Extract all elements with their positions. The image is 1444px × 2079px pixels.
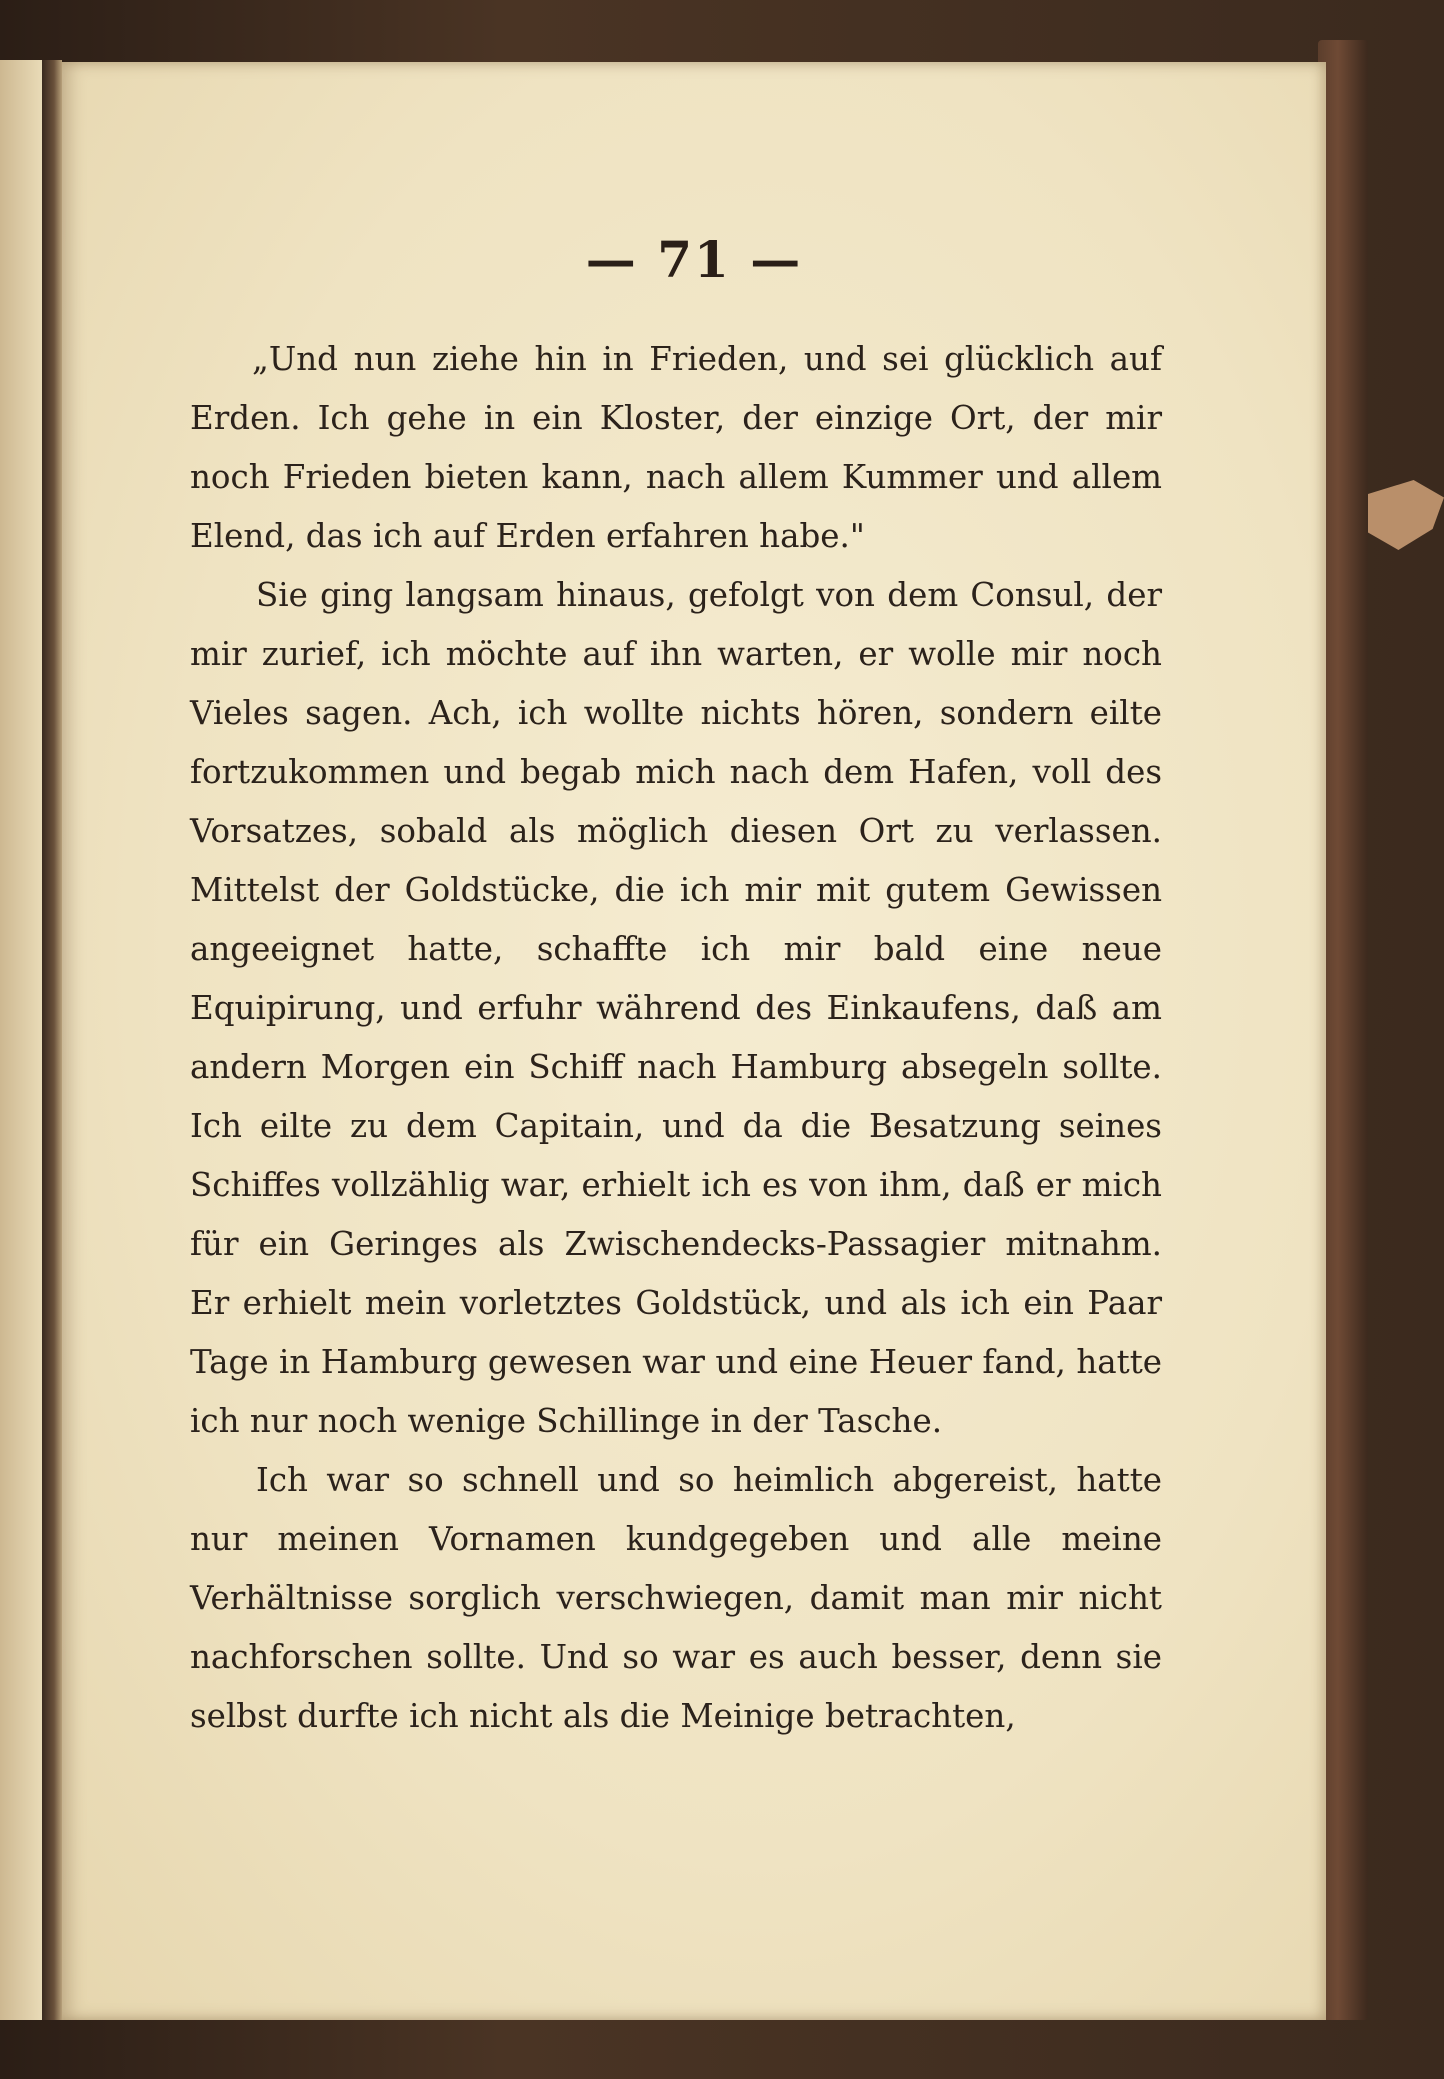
- paragraph-1: „Und nun ziehe hin in Frieden, und sei glücklich auf Erden. Ich gehe in ein Kloster, der einzige Ort, der mir noch Frieden bieten kann, nach allem Kummer und allem Elend, das ich auf Erden erfahren habe.": [190, 340, 1162, 555]
- book-page: [62, 62, 1326, 2020]
- body-text: [190, 330, 1162, 1746]
- paragraph-3: Ich war so schnell und so heimlich abgereist, hatte nur meinen Vornamen kundgegeben und alle meine Verhältnisse sorglich verschwiegen, damit man mir nicht nachforschen sollte. Und so war es auch besser, denn sie selbst durfte ich nicht als die Meinige betrachten,: [190, 1461, 1162, 1735]
- left-page-edge: [0, 60, 42, 2020]
- book-gutter: [42, 60, 62, 2020]
- paragraph-2: Sie ging langsam hinaus, gefolgt von dem Consul, der mir zurief, ich möchte auf ihn warten, er wolle mir noch Vieles sagen. Ach, ich wollte nichts hören, sondern eilte fortzukommen und begab mich nach dem Hafen, voll des Vorsatzes, sobald als möglich diesen Ort zu verlassen. Mittelst der Goldstücke, die ich mir mit gutem Gewissen angeeignet hatte, schaffte ich mir bald eine neue Equipirung, und erfuhr während des Einkaufens, daß am andern Morgen ein Schiff nach Hamburg absegeln sollte. Ich eilte zu dem Capitain, und da die Besatzung seines Schiffes vollzählig war, erhielt ich es von ihm, daß er mich für ein Geringes als Zwischendecks-Passagier mitnahm. Er erhielt mein vorletztes Goldstück, und als ich ein Paar Tage in Hamburg gewesen war und eine Heuer fand, hatte ich nur noch wenige Schillinge in der Tasche.: [190, 576, 1162, 1440]
- page-number: — 71 —: [585, 230, 803, 289]
